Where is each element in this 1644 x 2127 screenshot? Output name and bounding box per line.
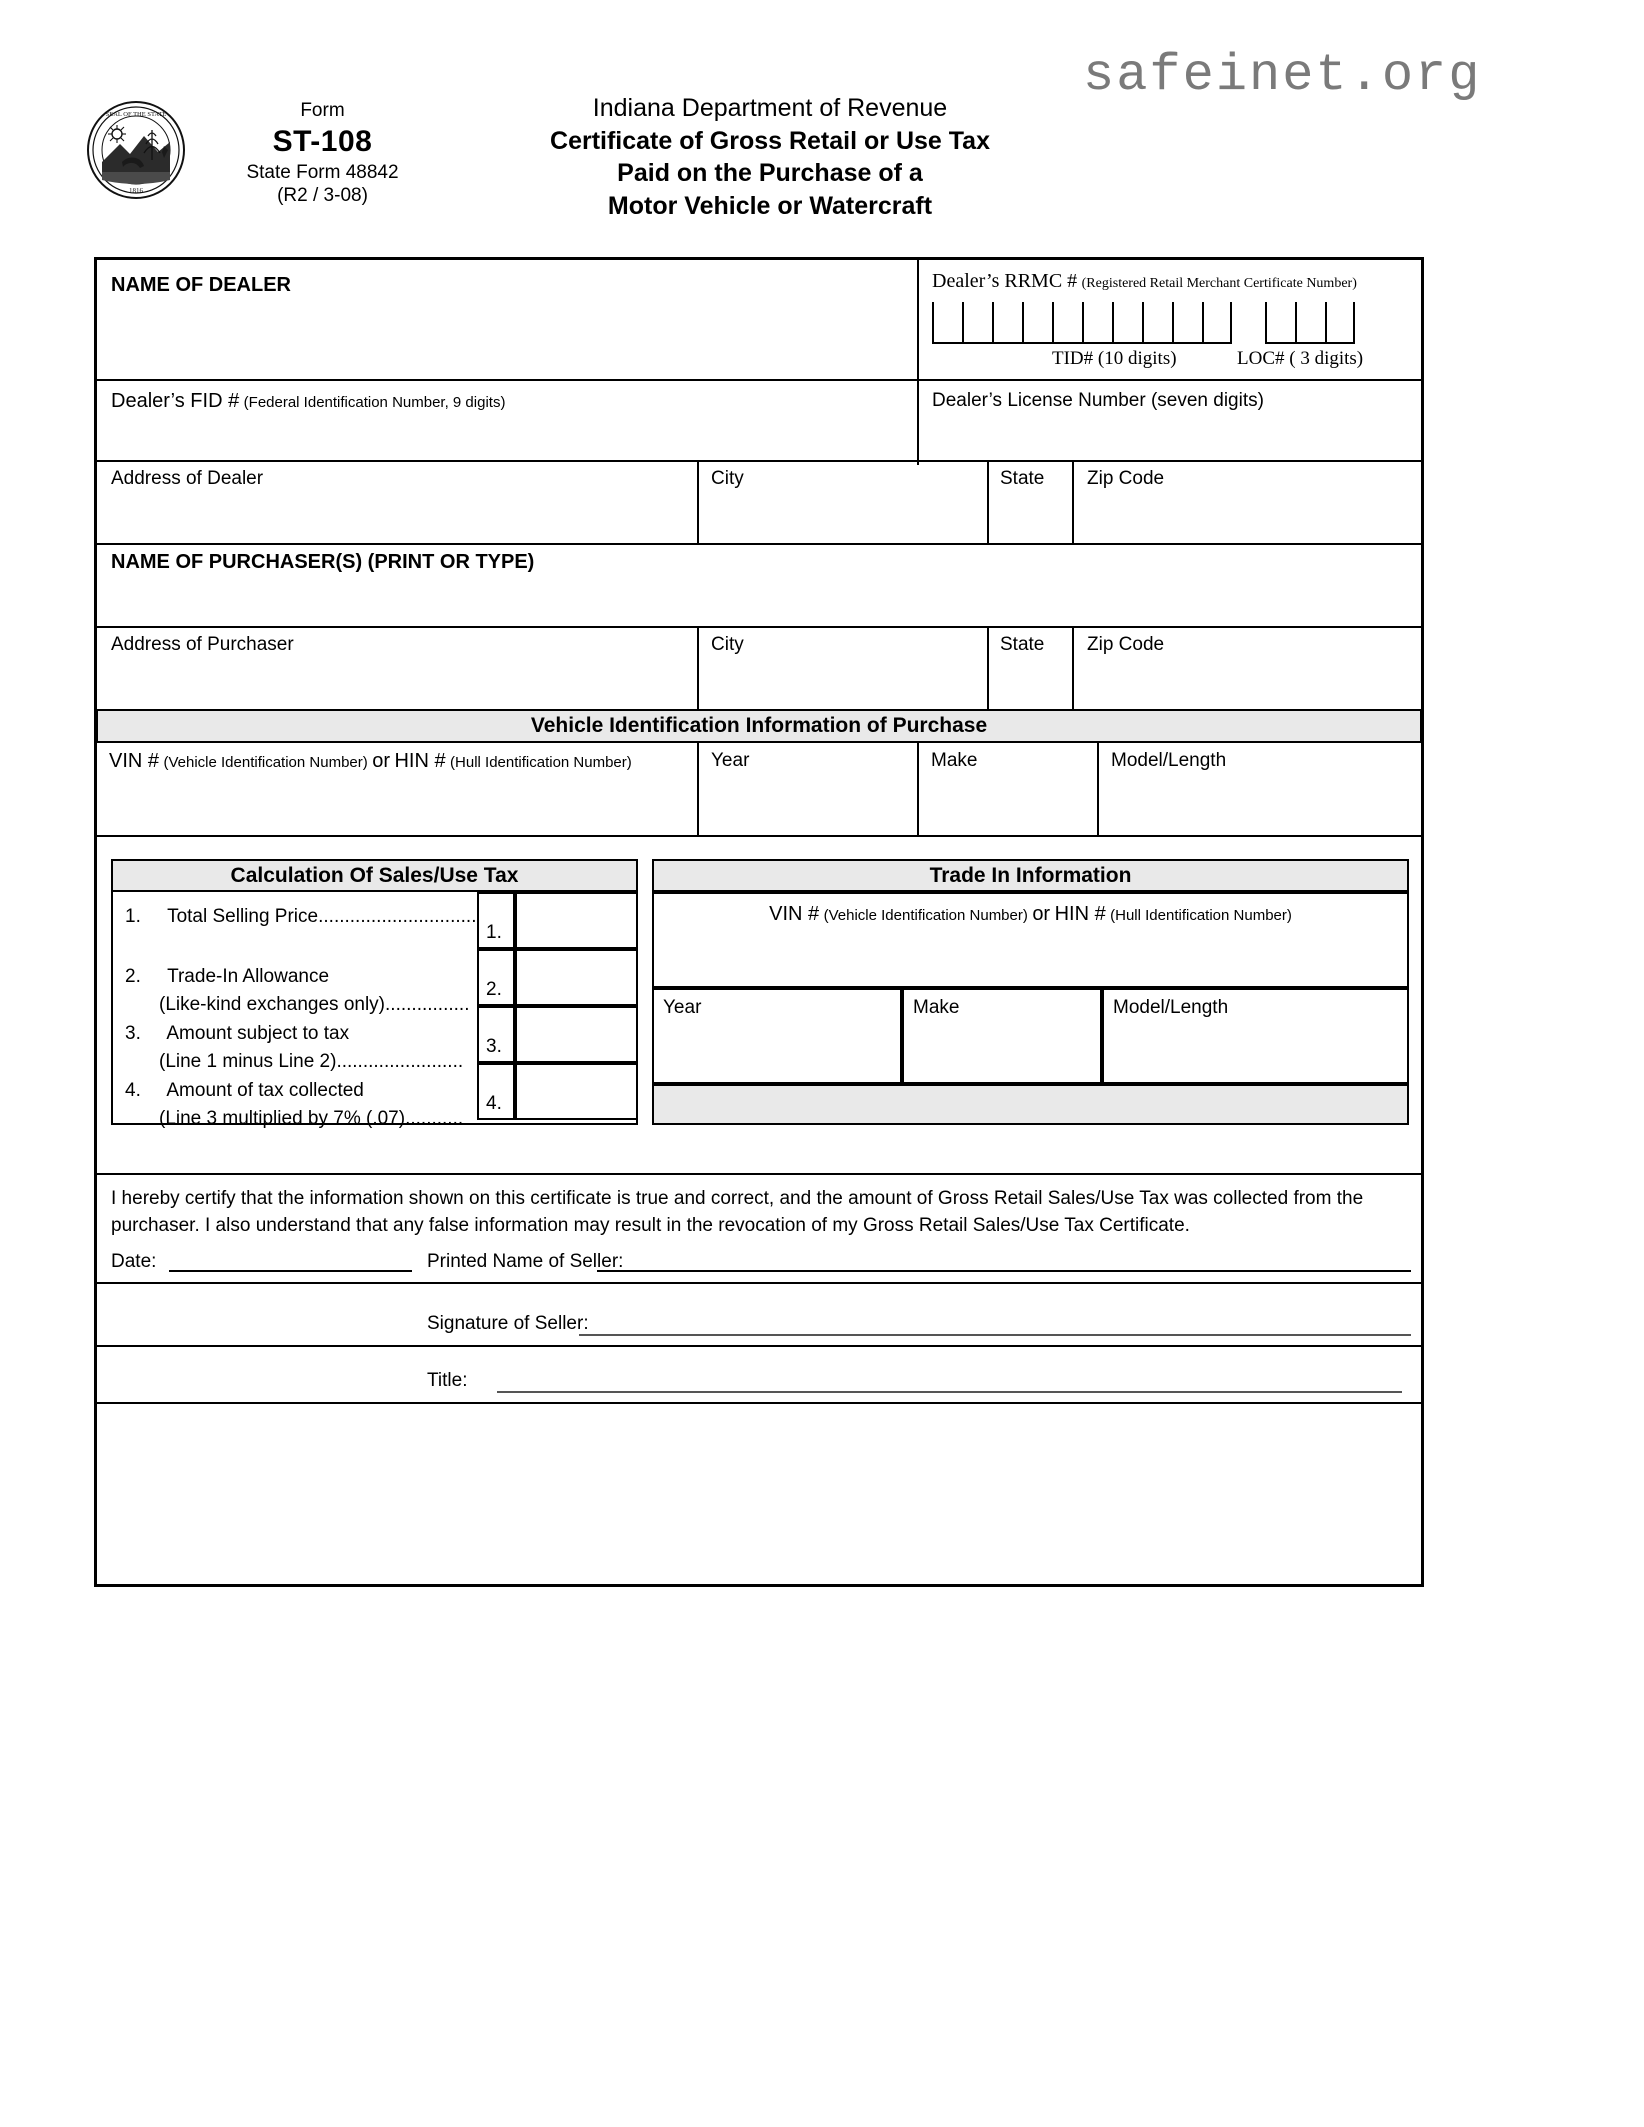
purchaser-address-input[interactable] (111, 660, 686, 705)
vehicle-section-header (96, 709, 1422, 743)
tid-digit-box[interactable] (1022, 302, 1052, 344)
calc-line-4-text (125, 1077, 463, 1132)
calc-box-3-amount[interactable] (515, 1006, 638, 1063)
dealer-fid-input[interactable] (111, 418, 901, 460)
indiana-state-seal-icon (86, 100, 186, 200)
certification-line-1: I hereby certify that the information shown on this certificate is true and correct, and the amount of Gross Retail Sales/Use Tax was collected from the (111, 1188, 1364, 1209)
form-header (0, 0, 1644, 250)
vehicle-vin-input[interactable] (109, 778, 684, 830)
fid-sublabel: (Federal Identification Number, 9 digits) (243, 394, 506, 411)
tid-digit-boxes[interactable] (932, 302, 1232, 344)
tradein-filler-block (652, 1084, 1409, 1125)
purchaser-city-label: City (711, 634, 744, 655)
tid-digit-box[interactable] (1142, 302, 1172, 344)
calc-line-4-sublabel: (Line 3 multiplied by 7% (.07) (159, 1107, 406, 1129)
hin-sublabel: (Hull Identification Number) (450, 754, 632, 771)
state-form-number: State Form 48842 (246, 161, 399, 183)
hin-label: HIN # (394, 750, 446, 772)
tid-digit-box[interactable] (1052, 302, 1082, 344)
form-title-block (430, 92, 1110, 222)
divider-state-zip (1072, 460, 1074, 543)
dealer-license-label: Dealer’s License Number (seven digits) (932, 390, 1264, 411)
tradein-or-word: or (1032, 903, 1051, 925)
dealer-address-label: Address of Dealer (111, 468, 264, 489)
dealer-address-input[interactable] (111, 494, 686, 539)
purchaser-state-label: State (1000, 634, 1045, 655)
vehicle-make-input[interactable] (931, 778, 1086, 830)
purchaser-name-label: NAME OF PURCHASER(S) (PRINT OR TYPE) (111, 551, 535, 573)
form-identity-block (210, 100, 435, 208)
dealer-zip-label: Zip Code (1087, 468, 1165, 489)
divider-city-state (987, 460, 989, 543)
divider-vin-year (697, 743, 699, 835)
tid-digit-box[interactable] (1202, 302, 1232, 344)
calc-line-2-number: 2. (125, 966, 141, 987)
form-title-line-2: Paid on the Purchase of a (617, 159, 923, 187)
vehicle-model-input[interactable] (1111, 778, 1406, 830)
date-input[interactable] (169, 1270, 412, 1272)
signature-label: Signature of Seller: (427, 1313, 589, 1334)
divider-pstate-zip (1072, 626, 1074, 709)
dealer-city-label: City (711, 468, 744, 489)
signature-input[interactable] (579, 1334, 1411, 1336)
tid-caption: TID# (10 digits) (1052, 348, 1177, 369)
tradein-hin-label: HIN # (1054, 903, 1106, 925)
title-input[interactable] (497, 1391, 1402, 1393)
site-watermark: safeinet.org (1083, 46, 1482, 105)
purchaser-state-input[interactable] (1000, 660, 1060, 705)
calc-box-1-number: 1. (477, 892, 515, 949)
certification-line-2: purchaser. I also understand that any false information may result in the revocation of my Gross Retail Sales/Use Tax Certificate. (111, 1214, 1190, 1236)
calc-line-3-leader: ........................ (336, 1050, 464, 1072)
tradein-section-header (652, 859, 1409, 892)
purchaser-address-label: Address of Purchaser (111, 634, 294, 655)
calculation-section-header (111, 859, 638, 892)
tid-digit-box[interactable] (1082, 302, 1112, 344)
calc-line-2-text (125, 963, 469, 1018)
vehicle-vin-label-group (109, 750, 632, 773)
calc-line-1-text (125, 906, 476, 928)
dealer-city-input[interactable] (711, 494, 976, 539)
dealer-state-input[interactable] (1000, 494, 1060, 539)
calc-box-1-amount[interactable] (515, 892, 638, 949)
form-title-line-1: Certificate of Gross Retail or Use Tax (550, 126, 990, 155)
dealer-zip-input[interactable] (1087, 494, 1407, 539)
fid-label: Dealer’s FID # (111, 390, 240, 412)
tradein-vin-sublabel: (Vehicle Identification Number) (823, 907, 1028, 924)
fid-label-group (111, 390, 505, 413)
form-title-line-3: Motor Vehicle or Watercraft (607, 191, 933, 220)
tradein-year-label: Year (663, 997, 702, 1018)
calc-box-3-number: 3. (477, 1006, 515, 1063)
calc-line-2-label: Trade-In Allowance (167, 966, 330, 987)
calc-line-3-text (125, 1020, 463, 1075)
vin-label: VIN # (109, 750, 160, 772)
calc-box-2-amount[interactable] (515, 949, 638, 1006)
dealer-state-label: State (1000, 468, 1045, 489)
calc-line-2-sublabel: (Like-kind exchanges only) (159, 993, 386, 1015)
vehicle-section-title: Vehicle Identification Information of Purchase (530, 714, 988, 737)
loc-digit-boxes[interactable] (1265, 302, 1355, 344)
tradein-make-label: Make (913, 997, 960, 1018)
purchaser-city-input[interactable] (711, 660, 976, 705)
calc-line-3-label: Amount subject to tax (166, 1023, 350, 1044)
vehicle-year-input[interactable] (711, 778, 906, 830)
loc-digit-box[interactable] (1295, 302, 1325, 344)
svg-text:SEAL OF THE STATE: SEAL OF THE STATE (105, 111, 167, 118)
calc-box-4-number: 4. (477, 1063, 515, 1120)
vehicle-year-label: Year (711, 750, 750, 771)
loc-digit-box[interactable] (1325, 302, 1355, 344)
purchaser-zip-input[interactable] (1087, 660, 1407, 705)
tradein-hin-sublabel: (Hull Identification Number) (1110, 907, 1292, 924)
dealer-license-input[interactable] (932, 418, 1412, 460)
date-label: Date: (111, 1251, 157, 1272)
divider-addr-city (697, 460, 699, 543)
calc-line-3-sublabel: (Line 1 minus Line 2) (159, 1050, 337, 1072)
form-revision: (R2 / 3-08) (277, 185, 368, 207)
divider-paddr-city (697, 626, 699, 709)
vin-or-word: or (372, 750, 390, 772)
tid-digit-box[interactable] (1112, 302, 1142, 344)
form-number: ST-108 (272, 125, 373, 159)
printed-name-input[interactable] (597, 1270, 1411, 1272)
rrmc-sublabel: (Registered Retail Merchant Certificate Number) (1081, 276, 1357, 291)
vehicle-model-label: Model/Length (1111, 750, 1227, 771)
calc-line-1-leader: .............................. (318, 906, 477, 927)
divider-make-model (1097, 743, 1099, 835)
vehicle-make-label: Make (931, 750, 978, 771)
tid-digit-box[interactable] (932, 302, 962, 344)
dealer-name-label: NAME OF DEALER (111, 274, 291, 296)
svg-text:1816: 1816 (129, 187, 143, 195)
agency-name: Indiana Department of Revenue (592, 94, 948, 122)
rrmc-label: Dealer’s RRMC # (932, 270, 1078, 292)
divider-pcity-state (987, 626, 989, 709)
tid-digit-box[interactable] (992, 302, 1022, 344)
tid-digit-box[interactable] (1172, 302, 1202, 344)
tradein-section-title: Trade In Information (929, 863, 1132, 887)
calculation-section-title: Calculation Of Sales/Use Tax (230, 863, 519, 887)
form-word: Form (300, 100, 345, 121)
vin-sublabel: (Vehicle Identification Number) (163, 754, 368, 771)
tradein-model-label: Model/Length (1113, 997, 1229, 1018)
dealer-name-input[interactable] (111, 302, 901, 372)
rrmc-label-group (932, 270, 1357, 293)
purchaser-zip-label: Zip Code (1087, 634, 1165, 655)
divider-dealer-rrmc (917, 260, 919, 465)
tradein-vin-label-group (652, 903, 1409, 926)
calc-box-2-number: 2. (477, 949, 515, 1006)
calc-line-2-leader: ................ (385, 993, 470, 1015)
calc-box-4-amount[interactable] (515, 1063, 638, 1120)
loc-digit-box[interactable] (1265, 302, 1295, 344)
divider-year-make (917, 743, 919, 835)
calc-line-4-number: 4. (125, 1080, 141, 1101)
calc-line-3-number: 3. (125, 1023, 141, 1044)
printed-name-label: Printed Name of Seller: (427, 1251, 624, 1272)
loc-caption: LOC# ( 3 digits) (1237, 348, 1364, 369)
title-label: Title: (427, 1370, 468, 1391)
certification-text (111, 1186, 1411, 1240)
purchaser-name-input[interactable] (111, 580, 1411, 625)
calc-line-1-number: 1. (125, 906, 141, 927)
calc-line-4-leader: ........... (405, 1107, 464, 1129)
calc-line-1-label: Total Selling Price (167, 906, 319, 927)
form-body-frame (94, 257, 1424, 1587)
calc-line-4-label: Amount of tax collected (166, 1080, 364, 1101)
tradein-vin-label: VIN # (769, 903, 820, 925)
tid-digit-box[interactable] (962, 302, 992, 344)
